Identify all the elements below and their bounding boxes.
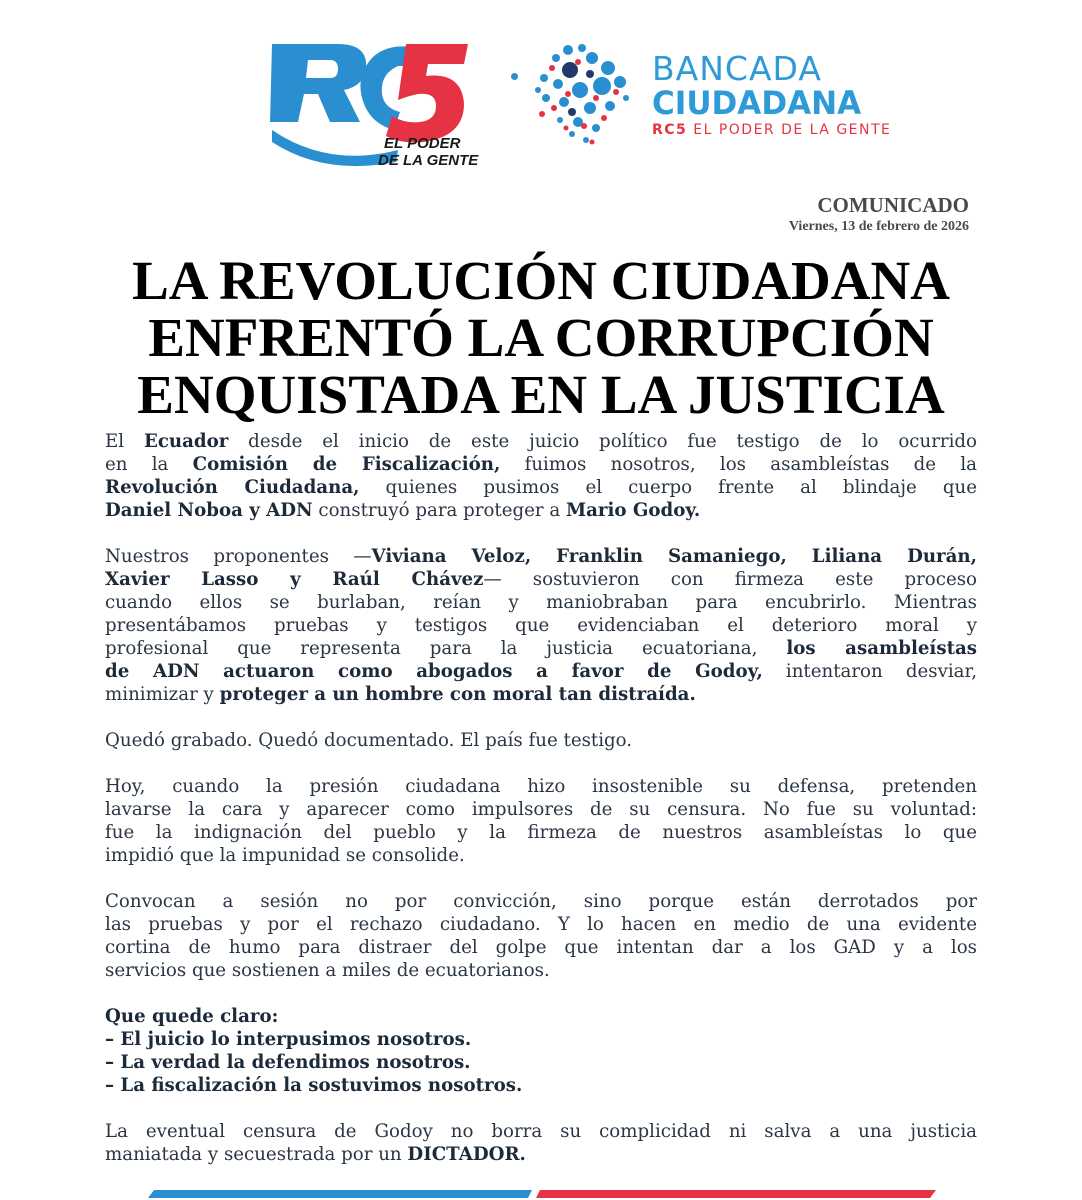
p5-line-4: servicios que sostienen a miles de ecuatorianos. [105,960,550,981]
p2-line-4: presentábamos pruebas y testigos que evidenciaban el deterioro moral y [105,615,977,636]
bancada-title-1: BANCADA [652,49,822,88]
p7-line-1: La eventual censura de Godoy no borra su complicidad ni salva a una justicia [105,1121,977,1142]
title-line-2: ENFRENTÓ LA CORRUPCIÓN [148,307,934,368]
title-line-1: LA REVOLUCIÓN CIUDADANA [132,250,950,311]
rc5-logo [268,38,479,170]
logo-separator-dot [511,73,518,80]
p2-line-7: minimizar y proteger a un hombre con moral tan distraída. [105,684,696,705]
p2-line-3: cuando ellos se burlaban, reían y maniobraban para encubrirlo. Mientras [105,592,977,613]
rc5-tagline-1: EL PODER [384,135,461,152]
communique-body [105,430,977,1166]
paragraph-7 [105,1120,977,1166]
paragraph-1 [105,430,977,522]
paragraph-4 [105,775,977,867]
p1-line-4: Daniel Noboa y ADN construyó para proteger a Mario Godoy. [105,500,701,521]
paragraph-3 [105,729,977,752]
p1-line-2: en la Comisión de Fiscalización, fuimos nosotros, los asambleístas de la [105,454,977,475]
p2-line-1: Nuestros proponentes —Viviana Veloz, Franklin Samaniego, Liliana Durán, [105,546,977,567]
p2-line-2: Xavier Lasso y Raúl Chávez— sostuvieron con firmeza este proceso [105,569,977,590]
p6-heading: Que quede claro: [105,1006,279,1027]
bancada-title-2: CIUDADANA [652,84,862,122]
bancada-tagline-rest: EL PODER DE LA GENTE [687,122,892,138]
paragraph-6 [105,1005,977,1097]
p2-line-6: de ADN actuaron como abogados a favor de Godoy, intentaron desviar, [105,661,977,682]
rc5-tagline-2: DE LA GENTE [378,152,479,169]
page-title [60,252,1022,423]
bancada-tagline-rc5: RC5 [652,122,688,138]
title-line-3: ENQUISTADA EN LA JUSTICIA [137,364,945,425]
footer-color-bar [148,1190,936,1198]
p1-line-1: El Ecuador desde el inicio de este juicio político fue testigo de lo ocurrido [105,431,977,452]
document-label: COMUNICADO [817,193,969,217]
p1-line-3: Revolución Ciudadana, quienes pusimos el cuerpo frente al blindaje que [105,477,977,498]
dotted-map-icon [530,42,640,152]
bancada-tagline [652,122,892,138]
bancada-wordmark [652,49,892,138]
p3-line-1: Quedó grabado. Quedó documentado. El país fue testigo. [105,730,633,751]
p4-line-1: Hoy, cuando la presión ciudadana hizo insostenible su defensa, pretenden [105,776,977,797]
p2-line-5: profesional que representa para la justicia ecuatoriana, los asambleístas [105,638,977,659]
p6-item-1: – El juicio lo interpusimos nosotros. [105,1029,472,1050]
p4-line-4: impidió que la impunidad se consolide. [105,845,465,866]
paragraph-2 [105,545,977,706]
p4-line-3: fue la indignación del pueblo y la firmeza de nuestros asambleístas lo que [105,822,977,843]
document-date: Viernes, 13 de febrero de 2026 [788,219,969,234]
p6-item-2: – La verdad la defendimos nosotros. [105,1052,471,1073]
p4-line-2: lavarse la cara y aparecer como impulsores de su censura. No fue su voluntad: [105,799,977,820]
paragraph-5 [105,890,977,982]
p6-item-3: – La fiscalización la sostuvimos nosotros. [105,1075,523,1096]
p5-line-2: las pruebas y por el rechazo ciudadano. Y lo hacen en medio de una evidente [105,914,977,935]
p5-line-1: Convocan a sesión no por convicción, sino porque están derrotados por [105,891,977,912]
p7-line-2: maniatada y secuestrada por un DICTADOR. [105,1144,526,1165]
p5-line-3: cortina de humo para distraer del golpe que intentan dar a los GAD y a los [105,937,977,958]
